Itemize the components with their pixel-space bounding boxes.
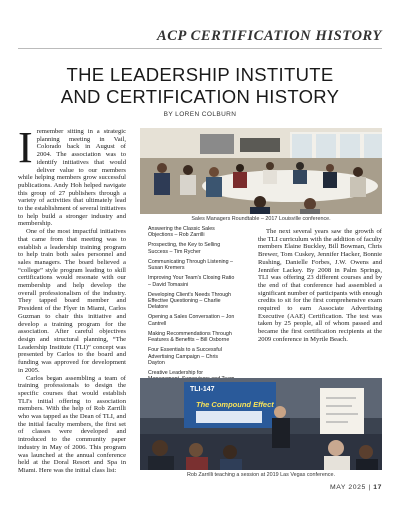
screen-title: The Compound Effect <box>196 400 274 409</box>
photo-rob-zarrilli-teaching <box>140 378 382 470</box>
session-item: Developing Client's Needs Through Effective Questioning – Charlie Delatore <box>148 291 232 311</box>
session-item: Communicating Through Listening – Susan Kremers <box>148 258 233 272</box>
page-top-band <box>0 0 400 6</box>
page-number: 17 <box>373 484 382 491</box>
footer-separator: | <box>368 484 371 491</box>
photo-sales-roundtable <box>140 128 382 214</box>
article-title <box>0 64 400 108</box>
session-item: Prospecting, the Key to Selling Success – Tim Rycher <box>148 242 221 255</box>
photo-caption: Sales Managers Roundtable – 2017 Louisville conference. <box>191 216 331 222</box>
screen-code: TLI-147 <box>190 386 215 393</box>
title-line-2: AND CERTIFICATION HISTORY <box>60 86 340 107</box>
session-item: Creative Leadership for <box>148 370 204 377</box>
page-footer <box>330 484 382 491</box>
session-item: Four Essentials to a Successful Advertising Campaign – Chris Dayton <box>148 347 222 367</box>
article-column-1 <box>18 128 126 473</box>
session-item: Opening a Sales Conversation – Jon Cantrell <box>148 314 235 327</box>
teaching-photo-graphic <box>140 378 382 470</box>
section-rule <box>18 48 382 49</box>
photo-caption: Rob Zarrilli teaching a session at 2019 Las Vegas conference. <box>186 472 336 478</box>
session-item: Improving Your Team's Closing Ratio – David Tomasini <box>148 275 235 288</box>
paragraph <box>18 128 126 228</box>
byline: BY LOREN COLBURN <box>163 111 237 118</box>
title-line-1: THE LEADERSHIP INSTITUTE <box>66 64 334 85</box>
paragraph-text: remember sitting in a strategic planning meeting in Vail, Colorado back in August of 2004. The association was to identify initiatives that would deliver value to our members while helping members grow successful publications. Andy Hoh helped navigate this group of 27 publishers through a variety of activities that ultimately lead to the establishment of several initiatives to help build a stronger industry and membership. <box>18 128 126 228</box>
session-item: Answering the Classic Sales Objections – Rob Zarrilli <box>148 226 215 239</box>
section-heading: ACP CERTIFICATION HISTORY <box>156 28 382 44</box>
article-column-3 <box>258 228 382 378</box>
paragraph: Carlos began assembling a team of training professionals to design the specific courses that would establish TLI's initial offering to association members. With the help of Rob Zarrilli who was tapped as the Dean of TLI, and the initial faculty members, the first set of classes were developed and introduced to the community paper industry in May of 2006. This program was launched at the annual conference held at the Doral Resort and Spa in Miami. Here was the initial class list: <box>18 374 126 473</box>
issue-date: MAY 2025 <box>329 484 366 491</box>
roundtable-photo-graphic <box>140 128 382 214</box>
paragraph: One of the most impactful initiatives that came from that meeting was to establish a leadership training program to help train both sales personnel and sales managers. The board believed a “college” style program leading to skill certifications would resonate with our membership and help develop the overall professionalism of the industry. They tapped board member and President of the Flyer in Miami, Carlos Guzman to chair this initiative and develop a training program for the association. After careful objectives design and structural planning, “The Leadership Institute (TLI)” concept was presented by Carlos to the board and funding was approved for development in 2005. <box>18 228 126 374</box>
session-item: Making Recommendations Through Features & Benefits – Bill Osborne <box>148 330 232 344</box>
paragraph: The next several years saw the growth of the TLI curriculum with the addition of faculty members Elaine Buckley, Bill Bowman, Chris Brewer, Tom Cuskey, Jennifer Hacker, Bonnie Rushing, Danielle Forbes, J.W. Owens and Jennifer Lackey. By 2008 in Palm Springs, TLI was offering 23 different courses and by the end of that conference had assembled a significant number of participants with enough credits to sit for the first comprehensive exam required to earn Associate Advertising Executive (AAE) Certification. The test was taken by 25 people, all of whom passed and became the first certification recipients at the 2009 conference in Myrtle Beach. <box>258 228 382 343</box>
drop-cap: I <box>18 128 33 172</box>
